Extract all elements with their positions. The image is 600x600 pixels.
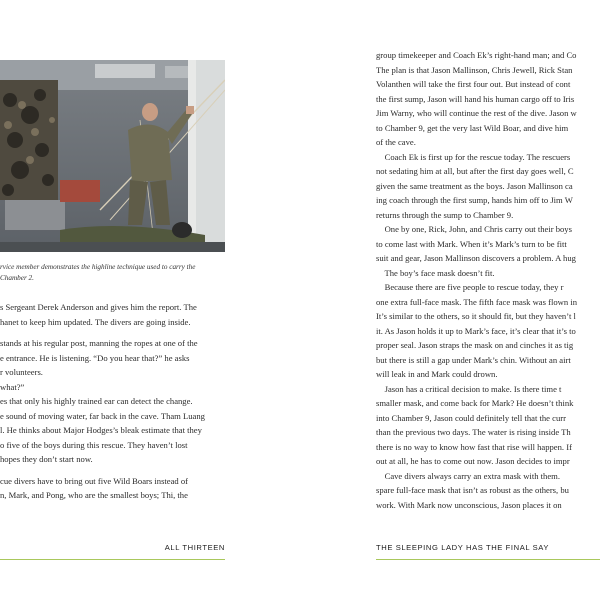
text-line: ing coach through the first sump, hands him off to Jim W bbox=[376, 195, 573, 205]
text-line: work. With Mark now unconscious, Jason places it on bbox=[376, 499, 562, 510]
text-line: given the same treatment as the boys. Jason Mallinson ca bbox=[376, 180, 573, 191]
text-line: Jason has a critical decision to make. Is there time t bbox=[376, 383, 562, 394]
text-line: stands at his regular post, manning the ropes at one of the bbox=[0, 338, 198, 348]
text-line: Jim Warny, who will continue the rest of the dive. Jason w bbox=[376, 108, 577, 118]
text-line: into Chamber 9, Jason could definitely tell that the curr bbox=[376, 412, 566, 423]
photo-caption: rvice member demonstrates the highline technique used to carry the Chamber 2. bbox=[0, 263, 196, 282]
text-line: not sedating him at all, but after the first day goes well, C bbox=[376, 166, 574, 176]
text-line: what?” bbox=[0, 381, 25, 392]
text-line: s Sergeant Derek Anderson and gives him the report. The bbox=[0, 302, 197, 312]
text-line: Because there are five people to rescue today, they r bbox=[376, 282, 564, 292]
text-line: one extra full-face mask. The fifth face mask was flown in bbox=[376, 296, 578, 307]
text-line: to Chamber 9, get the very last Wild Boar, and dive him bbox=[376, 122, 569, 133]
text-line: r volunteers. bbox=[0, 367, 43, 377]
text-line: Coach Ek is first up for the rescue today. The rescuers bbox=[376, 151, 571, 162]
running-footer-left: ALL THIRTEEN bbox=[164, 543, 225, 552]
text-line: hanet to keep him updated. The divers are going inside. bbox=[0, 316, 191, 327]
text-line: Cave divers always carry an extra mask with them. bbox=[376, 470, 560, 481]
text-line: l. He thinks about Major Hodges’s bleak estimate that they bbox=[0, 425, 202, 435]
text-line: spare full-face mask that isn’t as robust as the others, bu bbox=[376, 485, 569, 495]
text-line: suit and gear, Jason Mallinson discovers a problem. A hug bbox=[376, 253, 576, 263]
running-footer-right: THE SLEEPING LADY HAS THE FINAL SAY bbox=[376, 543, 550, 552]
text-line: returns through the sump to Chamber 9. bbox=[376, 209, 514, 220]
text-line: out at all, he has to come out now. Jason decides to impr bbox=[376, 456, 570, 466]
text-line: e entrance. He is listening. “Do you hear that?” he asks bbox=[0, 352, 190, 363]
text-line: the first sump, Jason will hand his human cargo off to Iris bbox=[376, 93, 575, 104]
text-line: of the cave. bbox=[376, 137, 416, 147]
text-line: than the previous two days. The water is rising inside Th bbox=[376, 427, 571, 437]
text-line: e sound of moving water, far back in the cave. Tham Luang bbox=[0, 410, 205, 421]
text-line: n, Mark, and Pong, who are the smallest boys; Thi, the bbox=[0, 490, 188, 500]
text-line: it. As Jason holds it up to Mark’s face, it’s clear that it’s to bbox=[376, 325, 576, 336]
text-line: group timekeeper and Coach Ek’s right-hand man; and Co bbox=[376, 50, 577, 60]
text-line: hopes they don’t start now. bbox=[0, 454, 93, 464]
text-line: es that only his highly trained ear can detect the change. bbox=[0, 396, 193, 406]
text-line: o five of the boys during this rescue. They haven’t lost bbox=[0, 439, 188, 450]
text-line: there is no way to know how fast that rise will happen. If bbox=[376, 441, 572, 452]
text-line: It’s similar to the others, so it should fit, but they haven’t l bbox=[376, 311, 576, 321]
text-line: proper seal. Jason straps the mask on and cinches it as tig bbox=[376, 340, 574, 350]
text-line: to come last with Mark. When it’s Mark’s turn to be fitt bbox=[376, 238, 567, 249]
text-line: but there is still a gap under Mark’s chin. Without an airt bbox=[376, 354, 571, 365]
text-line: Volanthen will take the first four out. But instead of cont bbox=[376, 79, 571, 89]
text-line: cue divers have to bring out five Wild Boars instead of bbox=[0, 475, 189, 486]
right-body-text bbox=[376, 48, 600, 512]
text-line: smaller mask, and come back for Mark? He doesn’t think bbox=[376, 398, 574, 408]
text-line: The boy’s face mask doesn’t fit. bbox=[376, 267, 495, 278]
text-line: The plan is that Jason Mallinson, Chris Jewell, Rick Stan bbox=[376, 64, 573, 75]
text-line: will leak in and Mark could drown. bbox=[376, 369, 498, 379]
text-line: One by one, Rick, John, and Chris carry out their boys bbox=[376, 224, 572, 234]
footer-rule-right bbox=[376, 559, 600, 560]
